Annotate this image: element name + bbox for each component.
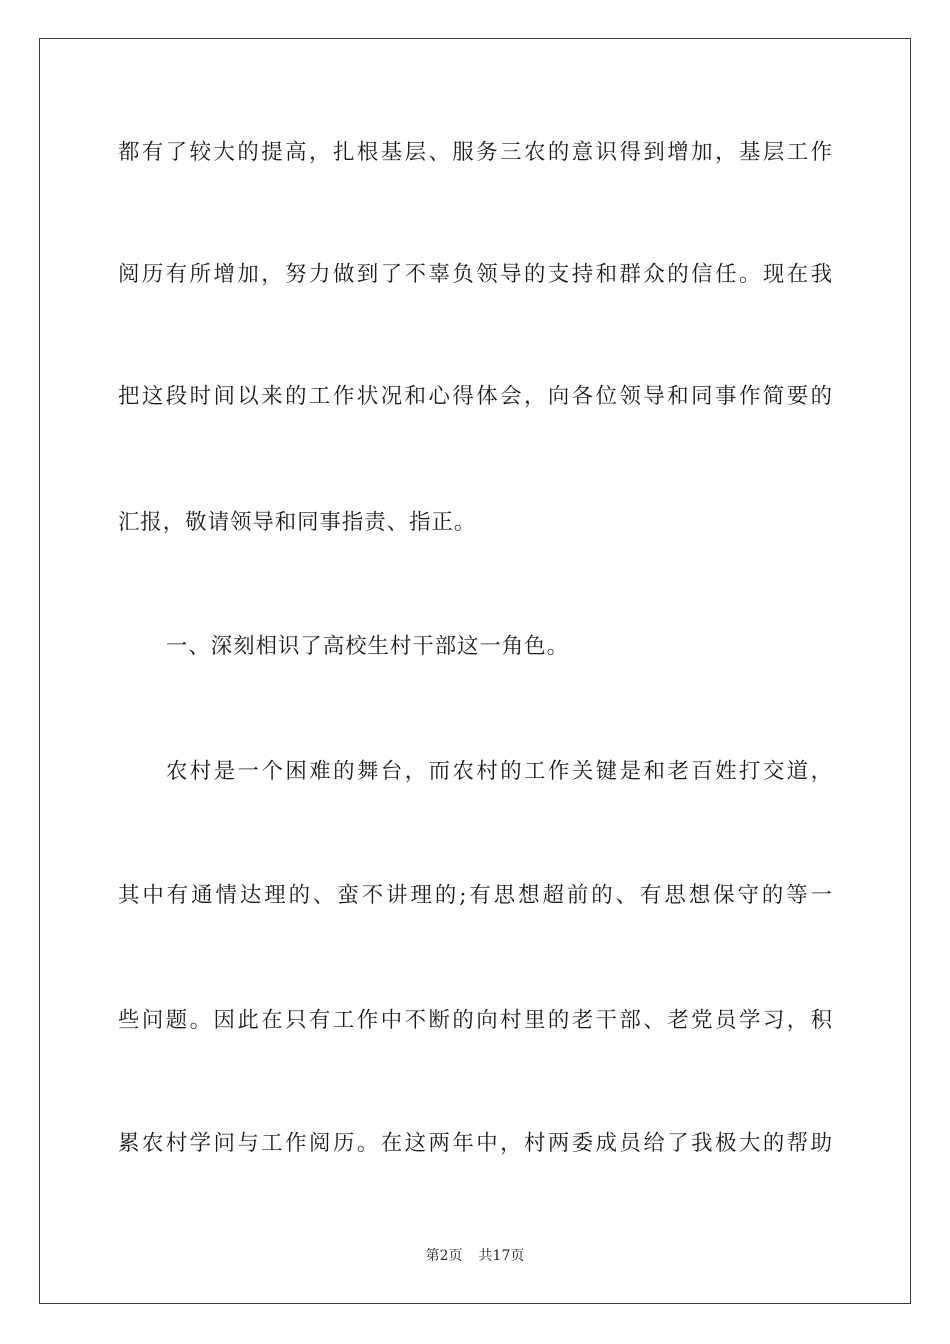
body-text-line: 阅历有所增加，努力做到了不辜负领导的支持和群众的信任。现在我 bbox=[118, 262, 833, 287]
body-text-line: 都有了较大的提高，扎根基层、服务三农的意识得到增加，基层工作 bbox=[118, 140, 833, 165]
section-heading: 一、深刻相识了高校生村干部这一角色。 bbox=[166, 634, 570, 659]
body-text-line: 把这段时间以来的工作状况和心得体会，向各位领导和同事作简要的 bbox=[118, 384, 833, 409]
body-text-line: 农村是一个困难的舞台，而农村的工作关键是和老百姓打交道， bbox=[166, 759, 833, 784]
page-border bbox=[39, 38, 911, 1304]
body-text-line: 其中有通情达理的、蛮不讲理的;有思想超前的、有思想保守的等一 bbox=[118, 883, 833, 908]
body-text-line: 汇报，敬请领导和同事指责、指正。 bbox=[118, 510, 477, 535]
body-text-line: 累农村学问与工作阅历。在这两年中，村两委成员给了我极大的帮助 bbox=[118, 1131, 833, 1156]
page-number: 第2页 bbox=[425, 1248, 463, 1264]
page-footer bbox=[0, 1245, 950, 1265]
page-total: 共17页 bbox=[478, 1248, 525, 1264]
body-text-line: 些问题。因此在只有工作中不断的向村里的老干部、老党员学习，积 bbox=[118, 1008, 833, 1033]
